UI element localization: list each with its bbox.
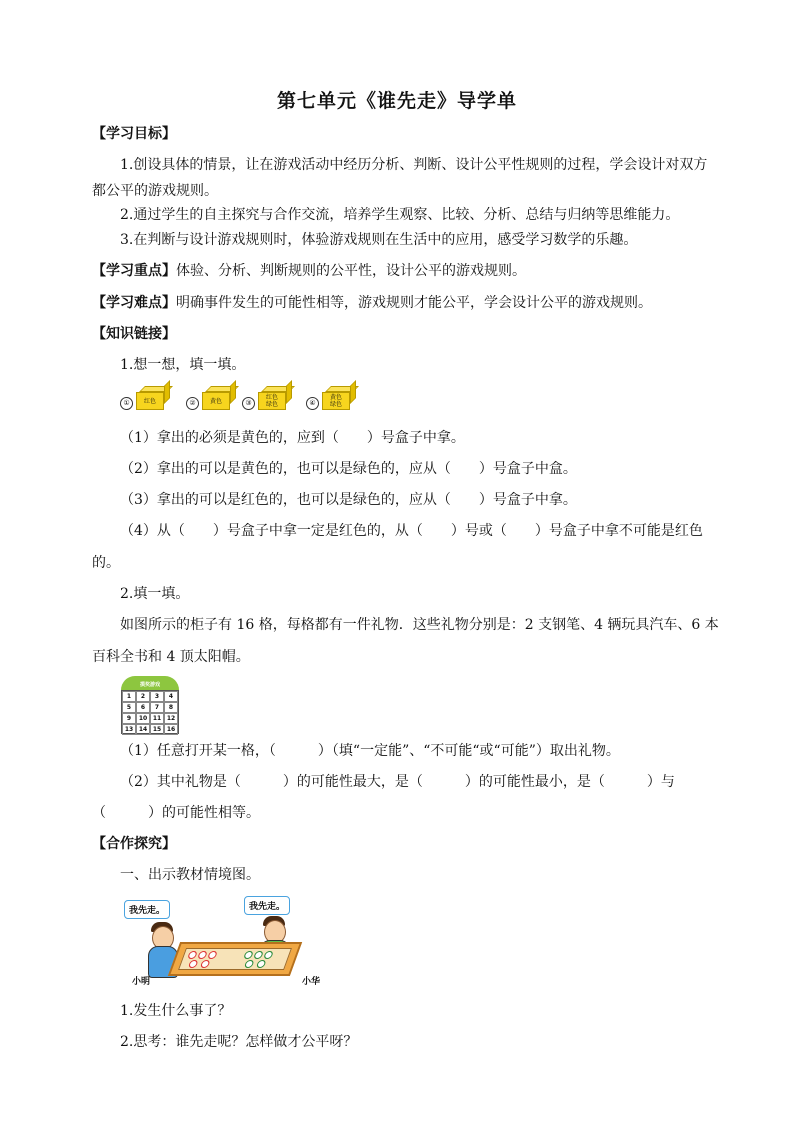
speech-bubble-right: 我先走。 — [244, 896, 290, 915]
box-1-number: ① — [120, 397, 133, 410]
cabinet-cell: 1 — [122, 691, 136, 702]
knowledge-q1-title: 1.想一想，填一填。 — [120, 357, 246, 373]
box-3-label-1: 红色 — [265, 394, 278, 401]
q1-1: （1）拿出的必须是黄色的，应到（ ）号盒子中拿。 — [120, 430, 465, 446]
cabinet-cell: 3 — [150, 691, 164, 702]
box-4-number: ④ — [306, 397, 319, 410]
chess-scene-illustration — [120, 890, 334, 992]
knowledge-heading: 【知识链接】 — [92, 326, 176, 342]
q2-desc-line-2: 百科全书和 4 顶太阳帽。 — [92, 649, 250, 665]
name-left: 小明 — [132, 977, 151, 987]
color-boxes-figure — [120, 386, 380, 416]
difficulty — [92, 292, 704, 314]
box-3-cube-icon — [258, 386, 292, 410]
cooperation-q1: 1.发生什么事了？ — [120, 1003, 232, 1019]
difficulty-heading: 【学习难点】 — [92, 295, 176, 311]
difficulty-text: 明确事件发生的可能性相等，游戏规则才能公平，学会设计公平的游戏规则。 — [176, 295, 652, 311]
cabinet-cell: 10 — [136, 713, 150, 724]
cabinet-cell: 11 — [150, 713, 164, 724]
cabinet-cell: 9 — [122, 713, 136, 724]
box-1-label-1: 红色 — [143, 397, 156, 405]
box-4-cube-icon — [322, 386, 356, 410]
box-2-number: ② — [186, 397, 199, 410]
box-2-cube-icon — [202, 386, 236, 410]
cabinet-cell: 7 — [150, 702, 164, 713]
q2-2-line-1: （2）其中礼物是（ ）的可能性最大，是（ ）的可能性最小，是（ ）与 — [120, 774, 675, 790]
box-2-label-1: 黄色 — [209, 397, 222, 405]
box-4-label-1: 黄色 — [329, 394, 342, 401]
q2-1: （1）任意打开某一格，（ ）（填“一定能”、“不可能“或“可能”）取出礼物。 — [120, 743, 620, 759]
box-3-label-2: 绿色 — [265, 401, 278, 408]
cooperation-heading: 【合作探究】 — [92, 836, 176, 852]
objective-3: 3.在判断与设计游戏规则时，体验游戏规则在生活中的应用，感受学习数学的乐趣。 — [120, 232, 638, 248]
box-4-label-2: 绿色 — [329, 401, 342, 408]
key-point-heading: 【学习重点】 — [92, 263, 176, 279]
q1-2: （2）拿出的可以是黄色的，也可以是绿色的，应从（ ）号盒子中盒。 — [120, 461, 577, 477]
speech-bubble-left: 我先走。 — [124, 900, 170, 919]
q1-4-line-1: （4）从（ ）号盒子中拿一定是红色的，从（ ）号或（ ）号盒子中拿不可能是红色 — [120, 523, 703, 539]
knowledge-q2-title: 2.填一填。 — [120, 586, 190, 602]
cabinet-cell: 6 — [136, 702, 150, 713]
key-point — [92, 260, 704, 282]
cabinet-cell: 8 — [164, 702, 178, 713]
cabinet-cell: 2 — [136, 691, 150, 702]
name-right: 小华 — [302, 977, 321, 987]
q1-4-line-2: 的。 — [92, 555, 120, 571]
page-title: 第七单元《谁先走》导学单 — [276, 90, 517, 112]
q2-desc-line-1: 如图所示的柜子有 16 格，每格都有一件礼物．这些礼物分别是：2 支钢笔、4 辆玩具汽车、6 本 — [120, 617, 719, 633]
cabinet-title: 摸奖游戏 — [121, 676, 179, 690]
cooperation-q2: 2.思考：谁先走呢？怎样做才公平呀？ — [120, 1034, 358, 1050]
prize-cabinet-figure — [121, 676, 179, 734]
objective-2: 2.通过学生的自主探究与合作交流，培养学生观察、比较、分析、总结与归纳等思维能力。 — [120, 207, 680, 223]
cooperation-step-1: 一、出示教材情境图。 — [120, 867, 260, 883]
cabinet-cell: 13 — [122, 724, 136, 735]
key-point-text: 体验、分析、判断规则的公平性，设计公平的游戏规则。 — [176, 263, 526, 279]
cabinet-cell: 12 — [164, 713, 178, 724]
chess-board-icon — [168, 942, 302, 976]
box-3-number: ③ — [242, 397, 255, 410]
q2-2-line-2: （ ）的可能性相等。 — [92, 805, 260, 821]
objective-1-line-1: 1.创设具体的情景，让在游戏活动中经历分析、判断、设计公平性规则的过程，学会设计对双方 — [120, 157, 708, 173]
cabinet-cell: 5 — [122, 702, 136, 713]
cabinet-cell: 16 — [164, 724, 178, 735]
cabinet-cell: 14 — [136, 724, 150, 735]
objective-1-line-2: 都公平的游戏规则。 — [92, 183, 218, 199]
objectives-heading: 【学习目标】 — [92, 126, 176, 142]
box-1-cube-icon — [136, 386, 170, 410]
cabinet-grid — [121, 690, 179, 734]
cabinet-cell: 15 — [150, 724, 164, 735]
q1-3: （3）拿出的可以是红色的，也可以是绿色的，应从（ ）号盒子中拿。 — [120, 492, 577, 508]
cabinet-cell: 4 — [164, 691, 178, 702]
